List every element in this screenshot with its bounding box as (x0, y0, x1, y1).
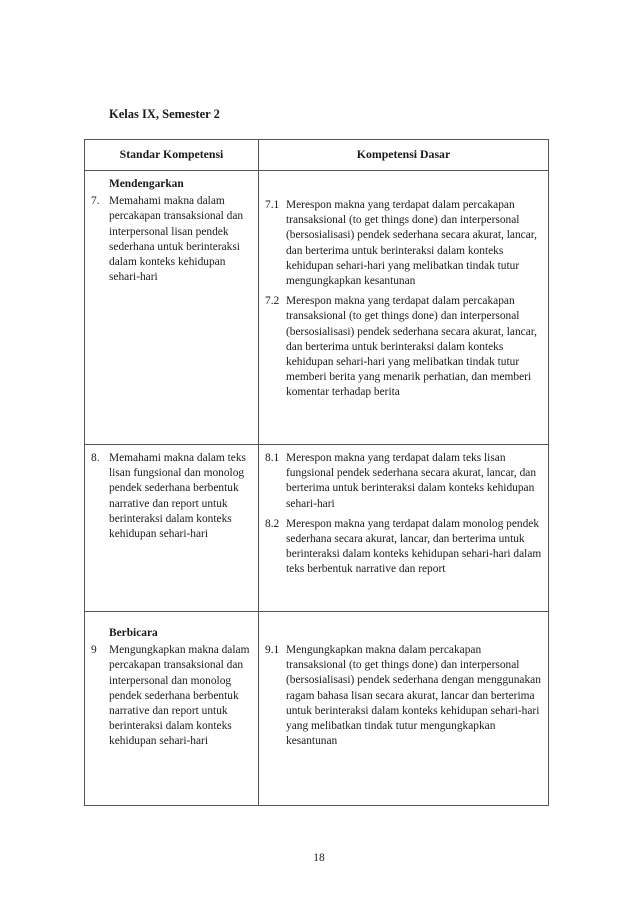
kd-cell (259, 612, 549, 806)
kd-number: 9.1 (265, 644, 280, 656)
kd-number: 8.1 (265, 452, 280, 464)
sk-cell (85, 612, 259, 806)
kd-number: 8.2 (265, 517, 280, 530)
kd-text: Merespon makna yang terdapat dalam percakapan transaksional (to get things done) dan interpersonal (bersosialisasi) pendek sederhana secara akurat, lancar, dan berterima untuk berinteraksi dalam konteks kehidupan sehari-hari yang melibatkan tindak tutur mengungkapkan kesantunan (286, 199, 537, 288)
kd-cell (259, 171, 549, 445)
section-title: Berbicara (109, 627, 158, 639)
kd-text: Merespon makna yang terdapat dalam percakapan transaksional (to get things done) dan interpersonal (bersosialisasi) pendek sederhana secara akurat, lancar, dan berterima untuk berinteraksi dalam konteks kehidupan sehari-hari yang melibatkan tindak tutur memberi berita yang menarik perhatian, dan memberi komentar terhadap berita (286, 295, 537, 399)
sk-text: Memahami makna dalam teks lisan fungsional dan monolog pendek sederhana berbentuk narrative dan report untuk berinteraksi dalam konteks kehidupan sehari-hari (109, 452, 246, 541)
kd-item (265, 643, 544, 749)
table-row (85, 171, 549, 445)
sk-text: Mengungkapkan makna dalam percakapan transaksional dan interpersonal dan monolog pendek sederhana berbentuk narrative dan report untuk berinteraksi dalam konteks kehidupan sehari-hari (109, 644, 250, 748)
kd-text: Mengungkapkan makna dalam percakapan transaksional (to get things done) dan interpersonal (bersosialisasi) pendek sederhana dengan menggunakan ragam bahasa lisan secara akurat, lancar dan berterima untuk berinteraksi dalam konteks kehidupan sehari-hari yang melibatkan tindak tutur mengungkapkan kesantunan (286, 644, 541, 748)
kd-text: Merespon makna yang terdapat dalam monolog pendek sederhana secara akurat, lancar, dan berterima untuk berinteraksi dalam konteks kehidupan sehari-hari dalam teks berbentuk narrative dan report (286, 517, 542, 576)
kd-cell (259, 445, 549, 612)
sk-text: Memahami makna dalam percakapan transaksional dan interpersonal lisan pendek sederhana untuk berinteraksi dalam konteks kehidupan sehari-hari (109, 195, 244, 284)
kd-number: 7.2 (265, 295, 280, 308)
page-number: 18 (313, 852, 325, 864)
competency-table (84, 139, 549, 806)
table-row (85, 445, 549, 612)
sk-number: 7. (91, 195, 100, 208)
sk-cell (85, 445, 259, 612)
page-heading: Kelas IX, Semester 2 (109, 107, 220, 121)
section-title: Mendengarkan (109, 178, 184, 190)
kd-text: Merespon makna yang terdapat dalam teks lisan fungsional pendek sederhana secara akurat, lancar, dan berterima untuk berinteraksi dalam konteks kehidupan sehari-hari (286, 452, 537, 510)
sk-cell (85, 171, 259, 445)
kd-item (265, 198, 544, 289)
table-header-row (85, 140, 549, 171)
kd-item (265, 451, 544, 512)
sk-number: 8. (91, 452, 100, 464)
kd-item (265, 517, 544, 578)
sk-number: 9 (91, 644, 97, 657)
header-kompetensi-dasar: Kompetensi Dasar (259, 140, 549, 171)
header-standar-kompetensi: Standar Kompetensi (85, 140, 259, 171)
kd-number: 7.1 (265, 199, 280, 211)
table-row (85, 612, 549, 806)
kd-item (265, 294, 544, 400)
